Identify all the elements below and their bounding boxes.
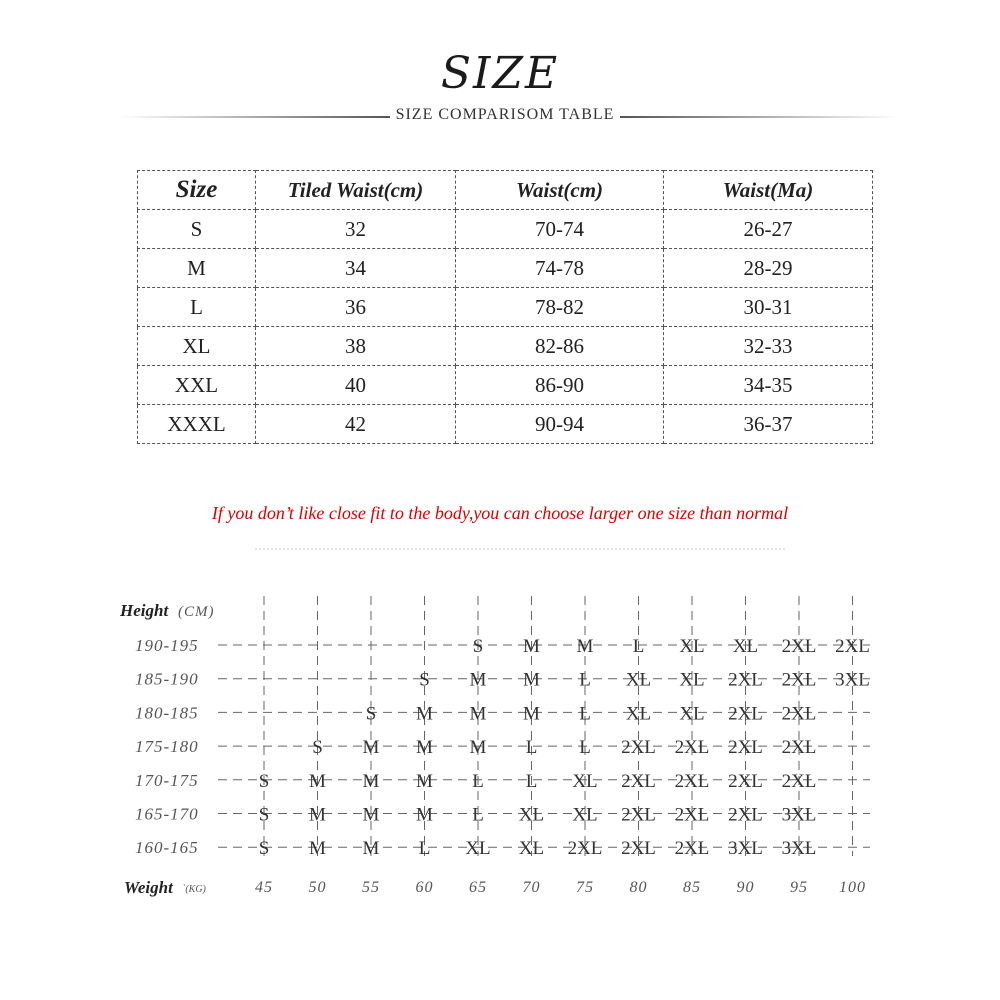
size-cell: 2XL bbox=[781, 636, 817, 657]
size-cell: XL bbox=[465, 838, 491, 860]
size-cell: 3XL bbox=[781, 804, 817, 826]
height-label: 185-190 bbox=[135, 669, 199, 689]
faint-divider bbox=[255, 548, 785, 552]
cell-waist-cm: 70-74 bbox=[456, 210, 664, 249]
weight-tick-label: 70 bbox=[522, 879, 541, 896]
height-label: 175-180 bbox=[135, 737, 199, 757]
cell-tiled-waist: 34 bbox=[256, 249, 456, 288]
size-cell: M bbox=[309, 838, 326, 860]
weight-tick-label: 65 bbox=[469, 879, 487, 896]
cell-size: XXXL bbox=[138, 405, 256, 444]
size-cell: S bbox=[258, 804, 270, 826]
size-cell: M bbox=[416, 770, 433, 792]
size-cell: M bbox=[469, 703, 487, 725]
size-cell: M bbox=[309, 804, 326, 826]
size-cell: L bbox=[579, 703, 591, 725]
size-cell: 2XL bbox=[781, 737, 817, 759]
height-axis-title: Height bbox=[120, 601, 169, 620]
cell-size: XL bbox=[138, 327, 256, 366]
size-cell: 2XL bbox=[781, 703, 817, 725]
size-cell: XL bbox=[572, 770, 598, 792]
table-row bbox=[138, 210, 873, 249]
size-cell: 2XL bbox=[781, 669, 817, 691]
size-cell: M bbox=[362, 770, 380, 792]
size-cell: 2XL bbox=[728, 703, 763, 725]
cell-waist-ma: 32-33 bbox=[664, 327, 873, 366]
size-cell: L bbox=[579, 737, 591, 759]
size-cell: M bbox=[469, 669, 487, 691]
subtitle: SIZE COMPARISOM TABLE bbox=[395, 106, 615, 123]
size-cell: S bbox=[258, 770, 270, 792]
height-label: 170-175 bbox=[135, 770, 199, 790]
size-cell: M bbox=[523, 669, 540, 691]
size-cell: 2XL bbox=[728, 804, 763, 826]
cell-waist-cm: 78-82 bbox=[456, 288, 664, 327]
size-cell: 2XL bbox=[674, 737, 710, 759]
size-cell: M bbox=[309, 770, 326, 792]
size-cell: 2XL bbox=[567, 838, 603, 860]
size-cell: 2XL bbox=[621, 770, 656, 792]
cell-waist-ma: 28-29 bbox=[664, 249, 873, 288]
size-cell: M bbox=[362, 737, 380, 759]
weight-tick-label: 60 bbox=[415, 879, 434, 896]
table-row bbox=[138, 366, 873, 405]
fit-note: If you don’t like close fit to the body,you can choose larger one size than normal bbox=[211, 503, 789, 523]
weight-axis-title: Weight bbox=[124, 878, 173, 897]
table-row bbox=[138, 288, 873, 327]
table-row bbox=[138, 405, 873, 444]
subtitle-divider-left bbox=[120, 116, 390, 118]
size-cell: M bbox=[469, 737, 487, 759]
cell-tiled-waist: 36 bbox=[256, 288, 456, 327]
cell-waist-cm: 90-94 bbox=[456, 405, 664, 444]
size-cell: L bbox=[525, 770, 538, 792]
size-cell: L bbox=[525, 737, 538, 759]
size-cell: L bbox=[632, 636, 645, 657]
cell-waist-cm: 82-86 bbox=[456, 327, 664, 366]
size-cell: XL bbox=[679, 703, 705, 725]
table-row bbox=[138, 327, 873, 366]
height-weight-chart bbox=[0, 580, 1000, 910]
size-cell: XL bbox=[679, 636, 705, 657]
size-cell: XL bbox=[625, 669, 652, 691]
size-cell: 3XL bbox=[781, 838, 817, 860]
size-cell: 2XL bbox=[728, 669, 763, 691]
height-label: 160-165 bbox=[135, 838, 199, 858]
size-cell: XL bbox=[572, 804, 598, 826]
size-cell: M bbox=[362, 838, 380, 860]
size-cell: 2XL bbox=[835, 636, 870, 657]
header-tiled-waist: Tiled Waist(cm) bbox=[256, 171, 456, 210]
size-cell: M bbox=[576, 636, 594, 657]
weight-tick-label: 50 bbox=[308, 879, 327, 896]
cell-tiled-waist: 32 bbox=[256, 210, 456, 249]
weight-tick-label: 100 bbox=[839, 879, 866, 896]
height-label: 180-185 bbox=[135, 703, 199, 723]
page-title: SIZE bbox=[440, 48, 560, 99]
cell-tiled-waist: 38 bbox=[256, 327, 456, 366]
cell-waist-cm: 74-78 bbox=[456, 249, 664, 288]
cell-size: S bbox=[138, 210, 256, 249]
weight-tick-label: 80 bbox=[629, 879, 648, 896]
size-cell: S bbox=[472, 636, 484, 657]
cell-size: L bbox=[138, 288, 256, 327]
table-row bbox=[138, 249, 873, 288]
height-axis-unit: (CM) bbox=[178, 604, 215, 620]
cell-waist-ma: 34-35 bbox=[664, 366, 873, 405]
cell-size: XXL bbox=[138, 366, 256, 405]
size-comparison-table bbox=[137, 170, 873, 444]
table-header-row bbox=[138, 171, 873, 210]
size-cell: XL bbox=[625, 703, 652, 725]
size-cell: 3XL bbox=[835, 669, 870, 691]
size-cell: L bbox=[472, 804, 484, 826]
size-cell: M bbox=[523, 703, 540, 725]
header-waist-cm: Waist(cm) bbox=[456, 171, 664, 210]
size-cell: L bbox=[579, 669, 591, 691]
cell-tiled-waist: 42 bbox=[256, 405, 456, 444]
chart-cells bbox=[259, 636, 870, 859]
cell-waist-ma: 30-31 bbox=[664, 288, 873, 327]
size-cell: S bbox=[312, 737, 323, 759]
weight-tick-label: 75 bbox=[576, 879, 594, 896]
header-size: Size bbox=[138, 171, 256, 210]
size-cell: M bbox=[416, 703, 433, 725]
size-cell: 2XL bbox=[674, 770, 710, 792]
cell-waist-cm: 86-90 bbox=[456, 366, 664, 405]
weight-tick-label: 90 bbox=[736, 879, 755, 896]
size-cell: M bbox=[416, 737, 433, 759]
size-cell: 2XL bbox=[621, 737, 656, 759]
cell-waist-ma: 26-27 bbox=[664, 210, 873, 249]
size-cell: M bbox=[362, 804, 380, 826]
header-waist-ma: Waist(Ma) bbox=[664, 171, 873, 210]
weight-tick-label: 95 bbox=[790, 879, 808, 896]
size-cell: XL bbox=[679, 669, 705, 691]
size-cell: M bbox=[523, 636, 540, 657]
size-cell: 2XL bbox=[621, 838, 656, 860]
weight-axis-unit: `(KG) bbox=[182, 884, 206, 895]
size-cell: 2XL bbox=[621, 804, 656, 826]
height-label: 190-195 bbox=[135, 636, 199, 655]
size-cell: XL bbox=[518, 838, 545, 860]
subtitle-row bbox=[120, 106, 900, 128]
size-cell: 2XL bbox=[674, 804, 710, 826]
cell-size: M bbox=[138, 249, 256, 288]
cell-waist-ma: 36-37 bbox=[664, 405, 873, 444]
weight-tick-label: 45 bbox=[255, 879, 273, 896]
size-cell: 2XL bbox=[674, 838, 710, 860]
size-cell: L bbox=[418, 838, 431, 860]
weight-tick-label: 85 bbox=[683, 879, 701, 896]
subtitle-divider-right bbox=[620, 116, 900, 118]
size-cell: 2XL bbox=[728, 737, 763, 759]
size-cell: XL bbox=[518, 804, 545, 826]
size-cell: 2XL bbox=[781, 770, 817, 792]
size-cell: XL bbox=[732, 636, 759, 657]
size-cell: S bbox=[258, 838, 270, 860]
weight-tick-label: 55 bbox=[362, 879, 380, 896]
cell-tiled-waist: 40 bbox=[256, 366, 456, 405]
size-cell: M bbox=[416, 804, 433, 826]
height-label: 165-170 bbox=[135, 804, 199, 824]
size-cell: S bbox=[365, 703, 377, 725]
size-cell: S bbox=[419, 669, 430, 691]
size-cell: 3XL bbox=[728, 838, 763, 860]
size-cell: 2XL bbox=[728, 770, 763, 792]
size-cell: L bbox=[472, 770, 484, 792]
